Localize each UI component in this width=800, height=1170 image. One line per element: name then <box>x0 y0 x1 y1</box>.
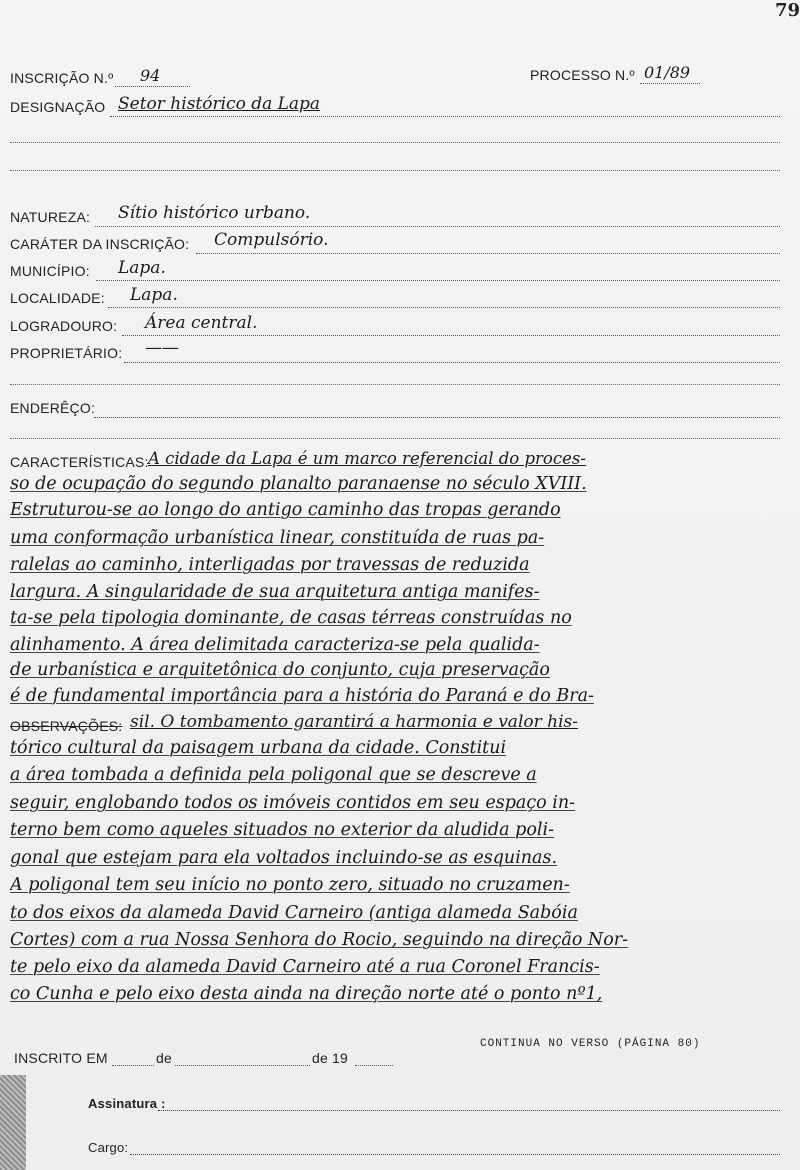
proprietario-label: PROPRIETÁRIO: <box>10 345 123 361</box>
assinatura-field <box>158 1110 780 1111</box>
observacoes-label: OBSERVAÇÕES: <box>10 718 123 734</box>
logradouro-dots <box>122 335 780 336</box>
natureza-label: NATUREZA: <box>10 209 91 225</box>
caracteristicas-line: uma conformação urbanística linear, constituída de ruas pa- <box>10 528 545 548</box>
inscrito-de-label: de <box>156 1050 172 1066</box>
carater-dots <box>196 253 780 254</box>
caracteristicas-line: de urbanística e arquitetônica do conjunto, cuja preservação <box>10 660 550 680</box>
caracteristicas-line: Estruturou-se ao longo do antigo caminho das tropas gerando <box>10 500 561 520</box>
inscrito-year-dots <box>355 1065 393 1066</box>
inscricao-label: INSCRIÇÃO N.º <box>10 70 114 86</box>
caracteristicas-line: ta-se pela tipologia dominante, de casas térreas construídas no <box>10 608 572 628</box>
blank-line <box>10 438 780 439</box>
processo-value: 01/89 <box>644 63 691 82</box>
inscrito-de19-label: de 19 <box>312 1050 349 1066</box>
natureza-value: Sítio histórico urbano. <box>118 203 311 223</box>
observacoes-line: seguir, englobando todos os imóveis contidos em seu espaço in- <box>10 793 576 813</box>
caracteristicas-line: é de fundamental importância para a história do Paraná e do Bra- <box>10 686 594 706</box>
caracteristicas-line: ralelas ao caminho, interligadas por travessas de reduzida <box>10 555 530 575</box>
blank-line <box>10 170 780 171</box>
endereco-dots <box>94 417 780 418</box>
observacoes-line: terno bem como aqueles situados no exterior da aludida poli- <box>10 820 554 840</box>
designacao-label: DESIGNAÇÃO <box>10 99 106 115</box>
caracteristicas-first-line: A cidade da Lapa é um marco referencial do proces- <box>148 449 586 468</box>
observacoes-line: gonal que estejam para ela voltados incluindo-se as esquinas. <box>10 848 558 868</box>
observacoes-line: a área tombada a definida pela poligonal que se descreve a <box>10 765 537 785</box>
observacoes-line: A poligonal tem seu início no ponto zero, situado no cruzamen- <box>10 875 570 895</box>
observacoes-line: Cortes) com a rua Nossa Senhora do Rocio, seguindo na direção Nor- <box>10 930 629 950</box>
carater-label: CARÁTER DA INSCRIÇÃO: <box>10 236 190 252</box>
caracteristicas-label: CARACTERÍSTICAS: <box>10 454 149 470</box>
localidade-dots <box>108 307 780 308</box>
blank-line <box>10 142 780 143</box>
assinatura-label: Assinatura : <box>88 1096 166 1111</box>
inscrito-label: INSCRITO EM <box>14 1050 108 1066</box>
designacao-value: Setor histórico da Lapa <box>118 94 321 114</box>
processo-dots <box>640 83 700 84</box>
cargo-label: Cargo: <box>88 1140 129 1155</box>
inscricao-value: 94 <box>140 66 161 85</box>
localidade-value: Lapa. <box>130 285 178 305</box>
observacoes-line: tórico cultural da paisagem urbana da cidade. Constitui <box>10 738 507 758</box>
localidade-label: LOCALIDADE: <box>10 290 105 306</box>
municipio-value: Lapa. <box>118 258 166 278</box>
blank-line <box>10 384 780 385</box>
inscricao-dots <box>115 86 190 87</box>
municipio-dots <box>96 280 780 281</box>
endereco-label: ENDERÊÇO: <box>10 400 96 416</box>
inscrito-month-dots <box>175 1065 310 1066</box>
caracteristicas-line: alinhamento. A área delimitada caracteriza-se pela qualida- <box>10 635 540 655</box>
processo-label: PROCESSO N.º <box>530 67 635 83</box>
designacao-dots <box>110 116 780 117</box>
scan-edge-shadow <box>0 1075 26 1170</box>
caracteristicas-line: so de ocupação do segundo planalto paranaense no século XVIII. <box>10 474 587 494</box>
caracteristicas-line: largura. A singularidade de sua arquitetura antiga manifes- <box>10 582 540 602</box>
inscrito-day-dots <box>112 1065 154 1066</box>
proprietario-dots <box>124 362 780 363</box>
logradouro-value: Área central. <box>145 313 258 333</box>
observacoes-first-line: sil. O tombamento garantirá a harmonia e valor his- <box>130 712 579 732</box>
natureza-dots <box>95 226 780 227</box>
logradouro-label: LOGRADOURO: <box>10 318 118 334</box>
observacoes-line: to dos eixos da alameda David Carneiro (antiga alameda Sabóia <box>10 903 578 923</box>
continua-note: CONTINUA NO VERSO (PÁGINA 80) <box>480 1038 701 1050</box>
page-number: 79 <box>774 0 800 21</box>
observacoes-line: co Cunha e pelo eixo desta ainda na direção norte até o ponto nº1, <box>10 984 603 1004</box>
proprietario-value: —— <box>145 338 179 358</box>
cargo-field <box>130 1154 780 1155</box>
observacoes-line: te pelo eixo da alameda David Carneiro até a rua Coronel Francis- <box>10 957 600 977</box>
municipio-label: MUNICÍPIO: <box>10 263 90 279</box>
carater-value: Compulsório. <box>214 230 329 250</box>
